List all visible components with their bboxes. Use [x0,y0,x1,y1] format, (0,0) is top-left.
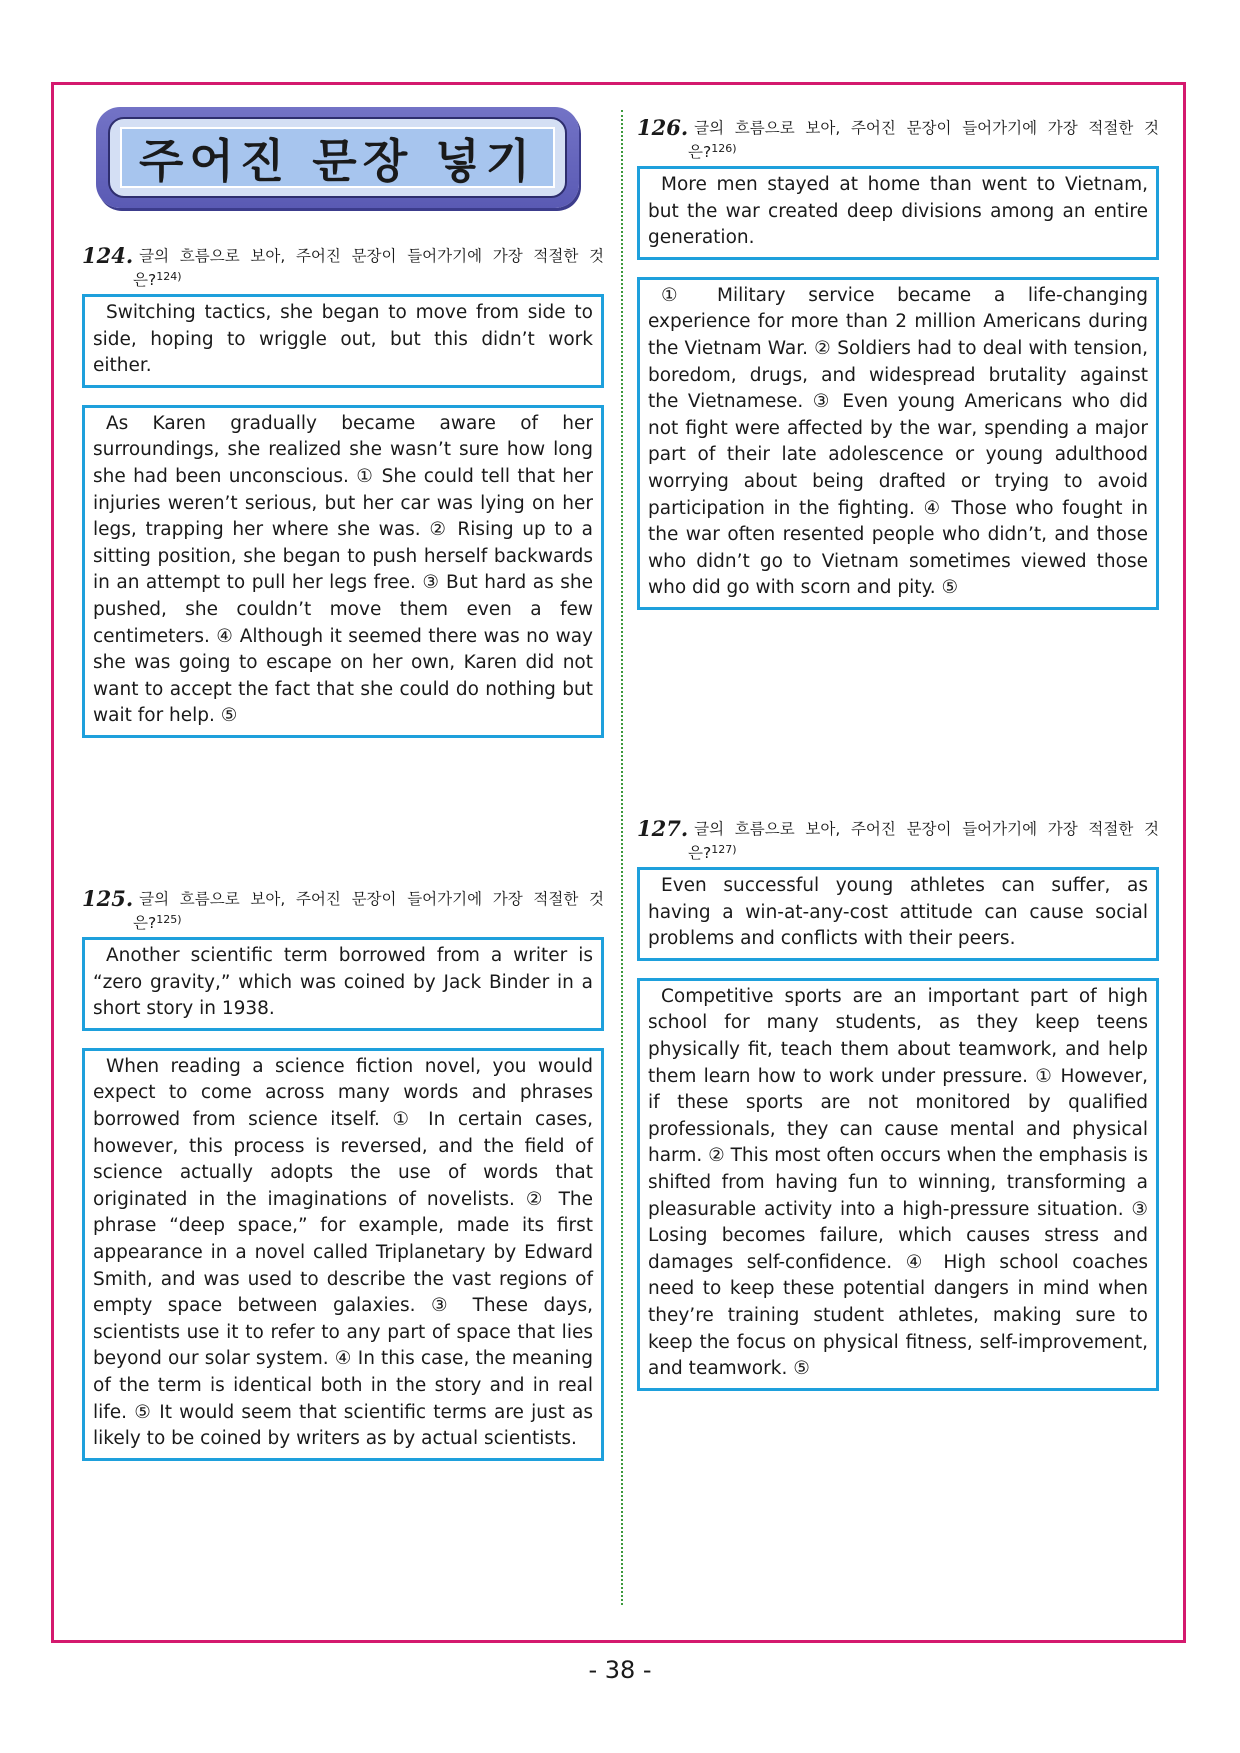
question-instruction-end: 은?$^{126)}$ [688,142,737,161]
question-number: 125. [82,886,134,911]
footnote-marker: 127) [711,843,737,856]
passage-box: As Karen gradually became aware of her surroundings, she realized she wasn’t sure how long she had been unconscious. ① She could tell that her injuries weren’t serious, but her car was lying on her legs, trapping her where she was. ② Rising up to a sitting position, she began to push herself backwards in an attempt to pull her legs free. ③ But hard as she pushed, she couldn’t move them even a few centimeters. ④ Although it seemed there was no way she was going to escape on her own, Karen did not want to accept the fact that she could do nothing but wait for help. ⑤ [82,405,604,738]
given-sentence-box: Switching tactics, she began to move from side to side, hoping to wriggle out, but this didn’t work either. [82,294,604,388]
question-instruction-end: 은?$^{127)}$ [688,843,737,862]
passage-box: Competitive sports are an important part of high school for many students, as they keep teens physically fit, teach them about teamwork, and help them learn how to work under pressure. ① However, if these sports are not monitored by qualified professionals, they can cause mental and physical harm. ② This most often occurs when the emphasis is shifted from having fun to winning, transforming a pleasurable activity into a high-pressure situation. ③ Losing becomes failure, which causes stress and damages self-confidence. ④ High school coaches need to keep these potential dangers in mind when they’re training student athletes, making sure to keep the focus on physical fitness, self-improvement, and teamwork. ⑤ [637,978,1159,1391]
column-divider [621,110,623,1605]
given-sentence-box: Another scientific term borrowed from a writer is “zero gravity,” which was coined by Jack Binder in a short story in 1938. [82,937,604,1031]
section-title-badge [96,107,579,208]
given-sentence-box: More men stayed at home than went to Vietnam, but the war created deep divisions among an entire generation. [637,166,1159,260]
question-header [637,117,1159,139]
question-instruction-end: 은?$^{125)}$ [133,913,182,932]
question-number: 127. [637,816,689,841]
question-124 [82,245,604,738]
footnote-marker: 125) [156,913,182,926]
question-header [82,245,604,267]
passage-box: ① Military service became a life-changing experience for more than 2 million Americans during the Vietnam War. ② Soldiers had to deal with tension, boredom, drugs, and widespread brutality against the Vietnamese. ③ Even young Americans who did not fight were affected by the war, spending a major part of their late adolescence or young adulthood worrying about being drafted or trying to avoid participation in the fighting. ④ Those who fought in the war often resented people who didn’t, and those who didn’t go to Vietnam sometimes viewed those who did go with scorn and pity. ⑤ [637,277,1159,610]
footnote-marker: 124) [156,270,182,283]
question-126 [637,117,1159,610]
section-title-inner [108,117,567,198]
question-number: 126. [637,115,689,140]
passage-box: When reading a science fiction novel, you would expect to come across many words and phrases borrowed from science itself. ① In certain cases, however, this process is reversed, and the field of science actually adopts the use of words that originated in the imaginations of novelists. ② The phrase “deep space,” for example, made its first appearance in a novel called Triplanetary by Edward Smith, and was used to describe the vast regions of empty space between galaxies. ③ These days, scientists use it to refer to any part of space that lies beyond our solar system. ④ In this case, the meaning of the term is identical both in the story and in real life. ⑤ It would seem that scientific terms are just as likely to be coined by writers as by actual scientists. [82,1048,604,1461]
question-instruction-end: 은?$^{124)}$ [133,270,182,289]
question-instruction: 글의 흐름으로 보아, 주어진 문장이 들어가기에 가장 적절한 것 [139,890,604,908]
question-number: 124. [82,243,134,268]
footnote-marker: 126) [711,142,737,155]
question-125 [82,888,604,1461]
question-header [82,888,604,910]
question-127 [637,818,1159,1391]
question-instruction: 글의 흐름으로 보아, 주어진 문장이 들어가기에 가장 적절한 것 [694,119,1159,137]
question-instruction: 글의 흐름으로 보아, 주어진 문장이 들어가기에 가장 적절한 것 [694,820,1159,838]
question-instruction: 글의 흐름으로 보아, 주어진 문장이 들어가기에 가장 적절한 것 [139,247,604,265]
given-sentence-box: Even successful young athletes can suffer, as having a win-at-any-cost attitude can cause social problems and conflicts with their peers. [637,867,1159,961]
section-title: 주어진 문장 넣기 [120,127,555,188]
question-header [637,818,1159,840]
page-number: - 38 - [588,1656,652,1684]
